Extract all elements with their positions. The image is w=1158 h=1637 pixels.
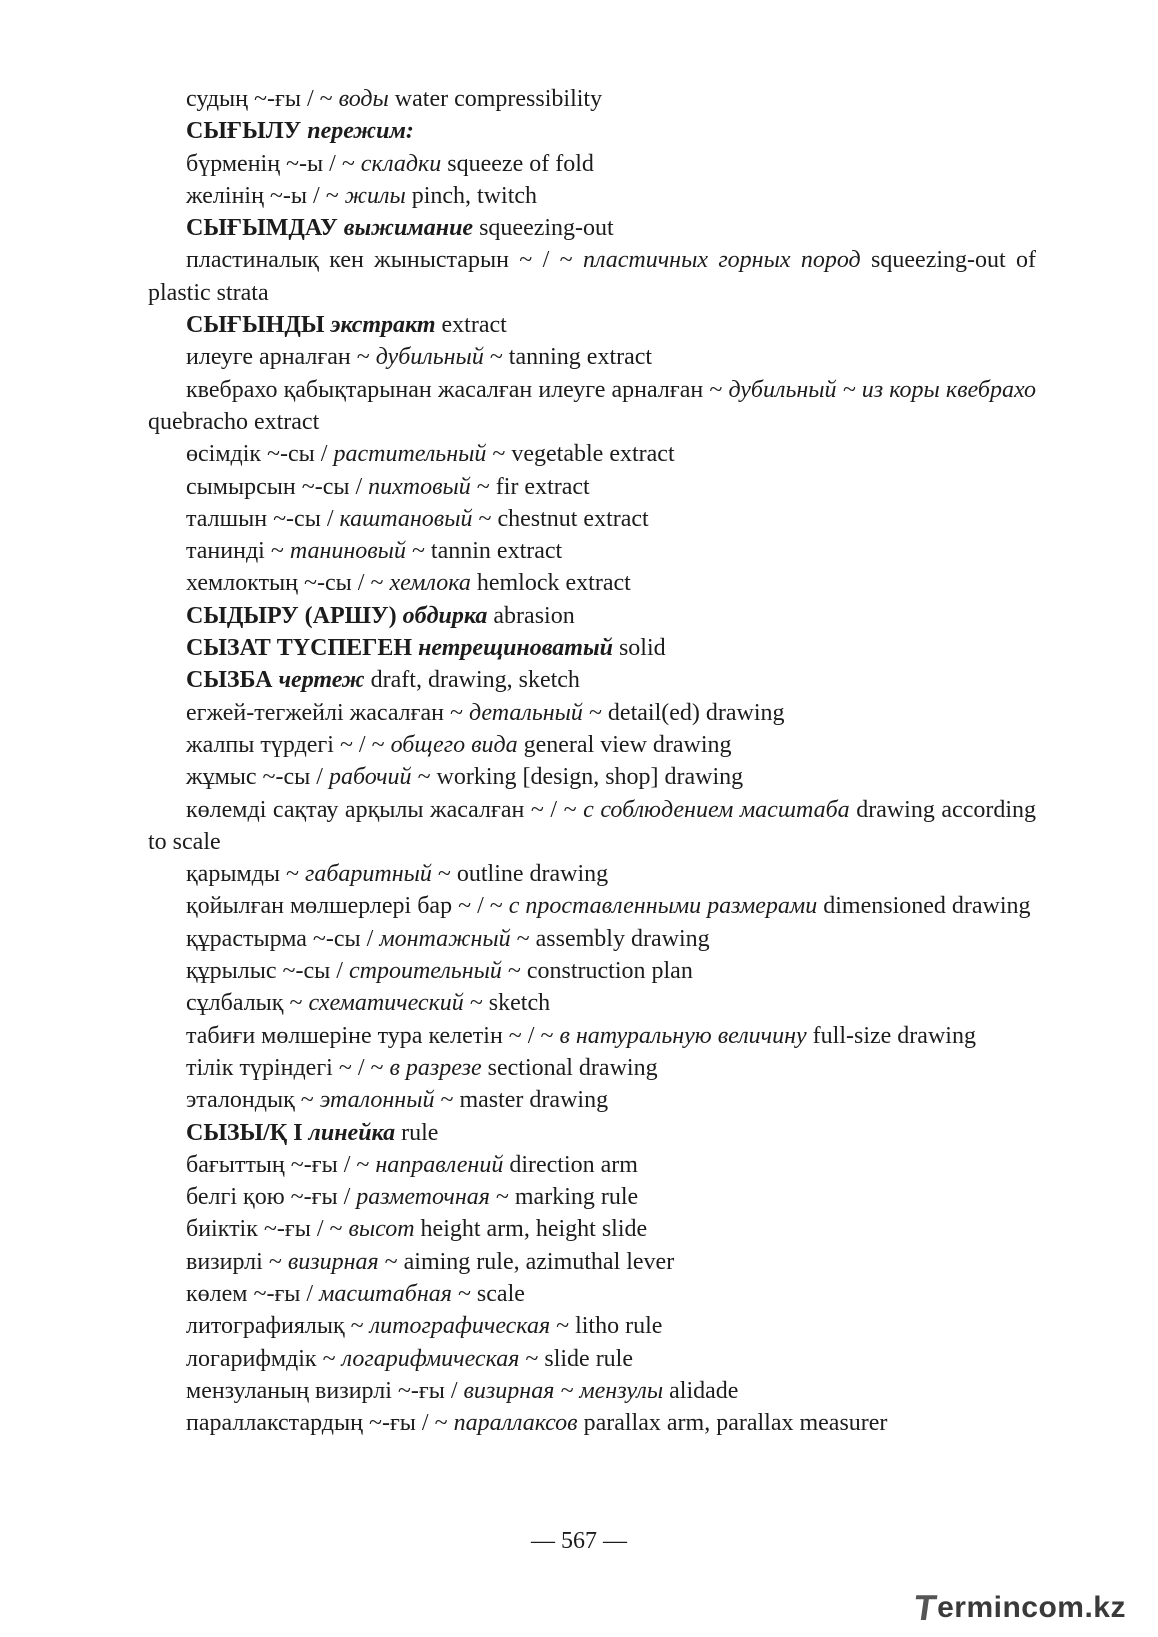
russian-term: в разрезе (389, 1054, 482, 1081)
russian-term: габаритный (304, 861, 432, 888)
kazakh-term: логарифмдік ~ (186, 1345, 336, 1372)
headword-entry (148, 632, 1036, 664)
russian-term: пихтовый (368, 473, 471, 500)
kazakh-term: желінің ~-ы / ~ (186, 182, 339, 209)
kazakh-term: көлем ~-ғы / (186, 1280, 314, 1307)
english-term: draft, drawing, sketch (370, 667, 580, 694)
kazakh-term: қойылған мөлшерлері бар ~ / ~ (186, 893, 503, 920)
english-term: water compressibility (394, 86, 603, 112)
kazakh-term: квебрахо қабықтарынан жасалған илеуге арналған ~ (186, 376, 723, 403)
russian-term: с проставленными размерами (508, 893, 818, 920)
kazakh-term: талшын ~-сы / (186, 505, 334, 532)
kazakh-term: СЫҒЫЛУ (186, 118, 302, 145)
kazakh-term: тілік түріндегі ~ / ~ (186, 1054, 384, 1081)
english-term: height arm, height slide (420, 1216, 648, 1243)
english-term: pinch, twitch (411, 182, 538, 209)
russian-term: визирная ~ мензулы (463, 1377, 664, 1404)
kazakh-term: литографиялық ~ (186, 1313, 364, 1340)
kazakh-term: судың ~-ғы / ~ (186, 86, 333, 112)
russian-term: пластичных горных пород (582, 247, 861, 274)
kazakh-term: жұмыс ~-сы / (186, 764, 323, 791)
kazakh-term: илеуге арналған ~ (186, 344, 370, 371)
english-term: extract (441, 312, 507, 339)
headword-entry (148, 664, 1036, 696)
headword-entry (148, 115, 1036, 147)
russian-term: разметочная (356, 1184, 490, 1211)
russian-term: логарифмическая (341, 1345, 520, 1372)
russian-term: высот (348, 1216, 415, 1243)
subentry (148, 244, 1036, 309)
kazakh-term: СЫҒЫМДАУ (186, 215, 338, 242)
subentry (148, 341, 1036, 373)
english-term: sectional drawing (487, 1054, 658, 1081)
russian-term: масштабная (319, 1280, 452, 1307)
russian-term: в натуральную величину (559, 1022, 807, 1049)
english-term: ~ slide rule (525, 1345, 633, 1372)
english-term: drawing according to scale (148, 796, 1037, 855)
headword-entry (148, 212, 1036, 244)
russian-term: детальный (468, 699, 583, 726)
english-term: ~ tannin extract (411, 538, 563, 565)
subentry (148, 1052, 1036, 1084)
russian-term: воды (338, 86, 389, 112)
dictionary-page (148, 83, 1036, 1439)
russian-term: хемлока (389, 570, 471, 597)
english-term: ~ chestnut extract (478, 505, 649, 532)
english-term: ~ marking rule (495, 1184, 639, 1211)
russian-term: дубильный (375, 344, 484, 371)
english-term: ~ construction plan (507, 958, 693, 985)
subentry (148, 697, 1036, 729)
kazakh-term: құрастырма ~-сы / (186, 925, 374, 952)
subentry (148, 1181, 1036, 1213)
subentry (148, 180, 1036, 212)
russian-term: экстракт (330, 312, 436, 339)
russian-term: растительный (333, 441, 487, 468)
russian-term: каштановый (339, 505, 473, 532)
english-term: alidade (669, 1377, 739, 1404)
russian-term: общего вида (390, 731, 518, 758)
headword-entry (148, 600, 1036, 632)
english-term: ~ sketch (469, 990, 551, 1017)
english-term: ~ aiming rule, azimuthal lever (384, 1248, 675, 1275)
kazakh-term: бағыттың ~-ғы / ~ (186, 1151, 370, 1178)
english-term: squeeze of fold (447, 150, 594, 177)
english-term: ~ litho rule (556, 1313, 663, 1340)
subentry (148, 987, 1036, 1019)
russian-term: жилы (344, 182, 406, 209)
english-term: dimensioned drawing (823, 893, 1031, 920)
english-term: ~ working [design, shop] drawing (417, 764, 744, 791)
kazakh-term: СЫЗЫ/Қ I (186, 1119, 303, 1146)
russian-term: линейка (308, 1119, 396, 1146)
kazakh-term: пластиналық кен жыныстарын ~ / ~ (186, 247, 573, 274)
russian-term: монтажный (379, 925, 511, 952)
kazakh-term: СЫЗБА (186, 667, 273, 694)
subentry (148, 1213, 1036, 1245)
subentry (148, 535, 1036, 567)
subentry (148, 1310, 1036, 1342)
kazakh-term: белгі қою ~-ғы / (186, 1184, 351, 1211)
russian-term: обдирка (402, 602, 488, 629)
russian-term: параллаксов (453, 1410, 578, 1437)
termincom-logo (910, 1587, 1126, 1628)
subentry (148, 1149, 1036, 1181)
kazakh-term: параллакстардың ~-ғы / ~ (186, 1410, 448, 1437)
english-term: ~ fir extract (476, 473, 590, 500)
russian-term: рабочий (328, 764, 412, 791)
english-term: ~ scale (457, 1280, 525, 1307)
russian-term: складки (360, 150, 442, 177)
subentry (148, 438, 1036, 470)
subentry (148, 1278, 1036, 1310)
english-term: ~ master drawing (440, 1087, 609, 1114)
kazakh-term: сұлбалық ~ (186, 990, 303, 1017)
kazakh-term: бүрменің ~-ы / ~ (186, 150, 355, 177)
subentry (148, 1375, 1036, 1407)
logo-text: ermincom.kz (937, 1591, 1126, 1624)
kazakh-term: табиғи мөлшеріне тура келетін ~ / ~ (186, 1022, 554, 1049)
russian-term: эталонный (319, 1087, 435, 1114)
russian-term: с соблюдением масштаба (583, 796, 850, 823)
subentry (148, 923, 1036, 955)
page-number: — 567 — (531, 1528, 627, 1554)
russian-term: визирная (287, 1248, 379, 1275)
russian-term: схематический (308, 990, 464, 1017)
english-term: hemlock extract (476, 570, 631, 597)
kazakh-term: сымырсын ~-сы / (186, 473, 363, 500)
english-term: full-size drawing (812, 1022, 976, 1049)
subentry (148, 1246, 1036, 1278)
russian-term: пережим: (307, 118, 414, 145)
russian-term: направлений (375, 1151, 504, 1178)
english-term: ~ tanning extract (489, 344, 653, 371)
english-term: general view drawing (523, 731, 732, 758)
english-term: solid (618, 635, 666, 662)
kazakh-term: өсімдік ~-сы / (186, 441, 328, 468)
kazakh-term: құрылыс ~-сы / (186, 958, 343, 985)
english-term: ~ outline drawing (437, 861, 609, 888)
kazakh-term: СЫЗАТ ТҮСПЕГЕН (186, 635, 413, 662)
english-term: ~ assembly drawing (516, 925, 710, 952)
headword-entry (148, 309, 1036, 341)
subentry (148, 83, 1036, 115)
english-term: quebracho extract (148, 408, 320, 435)
kazakh-term: танинді ~ (186, 538, 284, 565)
russian-term: выжимание (343, 215, 474, 242)
subentry (148, 471, 1036, 503)
subentry (148, 729, 1036, 761)
subentry (148, 1407, 1036, 1439)
english-term: abrasion (493, 602, 575, 629)
subentry (148, 1084, 1036, 1116)
subentry (148, 794, 1036, 859)
subentry (148, 503, 1036, 535)
kazakh-term: хемлоктың ~-сы / ~ (186, 570, 384, 597)
kazakh-term: қарымды ~ (186, 861, 299, 888)
subentry (148, 890, 1036, 922)
russian-term: таниновый (289, 538, 406, 565)
english-term: rule (401, 1119, 439, 1146)
subentry (148, 1020, 1036, 1052)
english-term: squeezing-out (479, 215, 614, 242)
subentry (148, 955, 1036, 987)
kazakh-term: жалпы түрдегі ~ / ~ (186, 731, 385, 758)
subentry (148, 761, 1036, 793)
subentry (148, 1343, 1036, 1375)
logo-t-icon: T (910, 1587, 940, 1628)
russian-term: строительный (348, 958, 502, 985)
english-term: parallax arm, parallax measurer (583, 1410, 888, 1437)
subentry (148, 374, 1036, 439)
kazakh-term: көлемді сақтау арқылы жасалған ~ / ~ (186, 796, 577, 823)
headword-entry (148, 1117, 1036, 1149)
subentry (148, 858, 1036, 890)
subentry (148, 567, 1036, 599)
kazakh-term: СЫДЫРУ (АРШУ) (186, 602, 397, 629)
kazakh-term: биіктік ~-ғы / ~ (186, 1216, 343, 1243)
russian-term: дубильный ~ из коры квебрахо (728, 376, 1037, 403)
subentry (148, 148, 1036, 180)
kazakh-term: эталондық ~ (186, 1087, 314, 1114)
kazakh-term: мензуланың визирлі ~-ғы / (186, 1377, 458, 1404)
english-term: ~ vegetable extract (492, 441, 675, 468)
russian-term: чертеж (278, 667, 365, 694)
russian-term: нетрещиноватый (418, 635, 613, 662)
kazakh-term: визирлі ~ (186, 1248, 282, 1275)
kazakh-term: егжей-тегжейлі жасалған ~ (186, 699, 463, 726)
english-term: ~ detail(ed) drawing (588, 699, 785, 726)
kazakh-term: СЫҒЫНДЫ (186, 312, 325, 339)
english-term: direction arm (509, 1151, 638, 1178)
russian-term: литографическая (369, 1313, 551, 1340)
english-term: squeezing-out of plastic strata (148, 247, 1037, 306)
